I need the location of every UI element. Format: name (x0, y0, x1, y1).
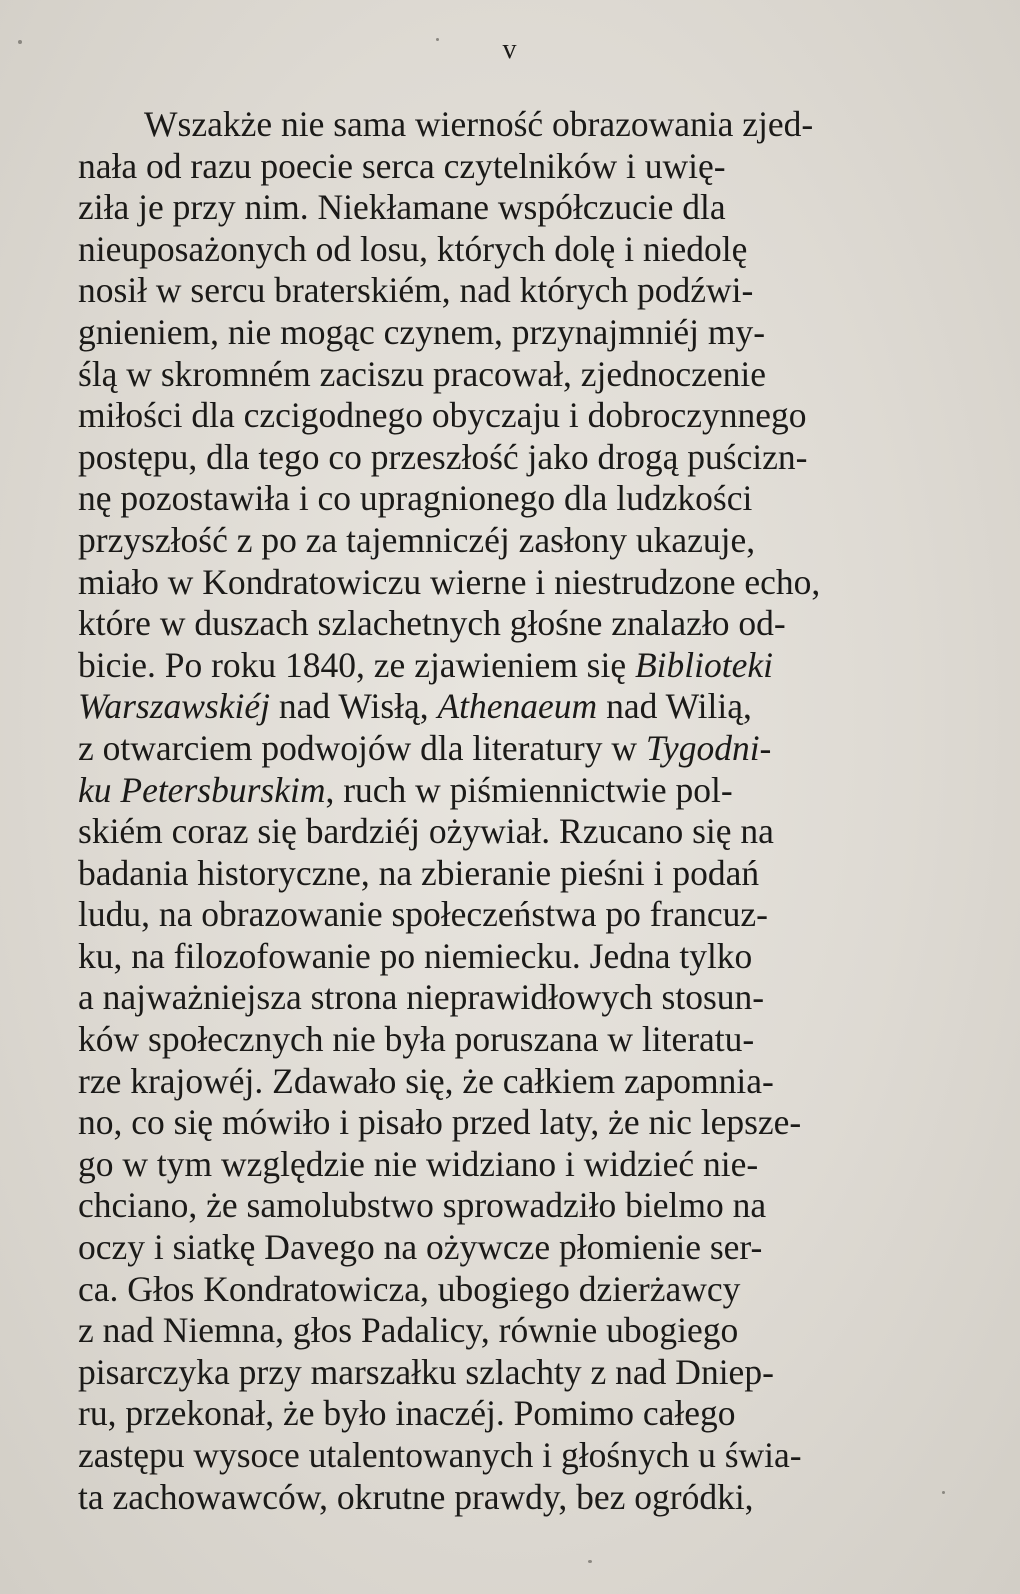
text-line (78, 395, 933, 437)
text-line (78, 1352, 933, 1394)
text-segment: a najważniejsza strona nieprawidłowych stosun- (78, 977, 765, 1018)
body-text (78, 104, 933, 1518)
italic-text-segment: ku Petersburskim (78, 769, 326, 810)
text-segment: z otwarciem podwojów dla literatury w (78, 727, 646, 768)
text-line (78, 853, 933, 895)
text-line (78, 1102, 933, 1144)
italic-text-segment: Biblioteki (635, 644, 774, 685)
text-segment: badania historyczne, na zbieranie pieśni i podań (78, 852, 760, 893)
text-line (78, 478, 933, 520)
text-segment: miłości dla czcigodnego obyczaju i dobroczynnego (78, 395, 807, 436)
text-line (78, 1061, 933, 1103)
text-segment: , ruch w piśmiennictwie pol- (325, 769, 733, 810)
text-line (78, 354, 933, 396)
scan-speck (18, 40, 22, 44)
text-line (78, 1227, 933, 1269)
page-number: v (502, 34, 518, 65)
text-line (78, 437, 933, 479)
text-segment: nosił w sercu braterskiém, nad których podźwi- (78, 270, 754, 311)
text-segment: zastępu wysoce utalentowanych i głośnych u świa- (78, 1435, 802, 1475)
text-segment: ludu, na obrazowanie społeczeństwa po francuz- (78, 894, 768, 935)
text-segment: nad Wisłą, (270, 686, 438, 727)
text-line (78, 686, 933, 728)
text-line (78, 1185, 933, 1227)
text-line (78, 645, 933, 687)
text-segment: ślą w skromném zaciszu pracował, zjednoczenie (78, 353, 767, 394)
text-line (78, 936, 933, 978)
italic-text-segment: Warszawskiéj (78, 686, 270, 727)
text-line (78, 229, 933, 271)
text-segment: przyszłość z po za tajemniczéj zasłony ukazuje, (78, 519, 756, 560)
text-segment: miało w Kondratowiczu wierne i niestrudzone echo, (78, 561, 821, 602)
text-line (78, 1435, 933, 1477)
text-segment: postępu, dla tego co przeszłość jako drogą puścizn- (78, 436, 808, 477)
text-segment: z nad Niemna, głos Padalicy, równie ubogiego (78, 1310, 739, 1351)
text-line (78, 770, 933, 812)
scan-speck (436, 38, 439, 41)
text-segment: rze krajowéj. Zdawało się, że całkiem zapomnia- (78, 1060, 774, 1101)
text-segment: ca. Głos Kondratowicza, ubogiego dzierżawcy (78, 1268, 741, 1309)
text-segment: ta zachowawców, okrutne prawdy, bez ogródki, (78, 1476, 754, 1517)
text-segment: nę pozostawiła i co upragnionego dla ludzkości (78, 478, 753, 519)
text-line (78, 977, 933, 1019)
text-segment: skiém coraz się bardziéj ożywiał. Rzucano się na (78, 811, 774, 852)
text-segment: Wszakże nie sama wierność obrazowania zjed- (144, 104, 814, 144)
text-segment: które w duszach szlachetnych głośne znalazło od- (78, 603, 786, 644)
text-line (78, 894, 933, 936)
text-line (78, 520, 933, 562)
text-segment: nała od razu poecie serca czytelników i uwię- (78, 145, 726, 186)
text-line (78, 1310, 933, 1352)
text-segment: ru, przekonał, że było inaczéj. Pomimo całego (78, 1393, 736, 1434)
text-line (78, 811, 933, 853)
text-segment: chciano, że samolubstwo sprowadziło bielmo na (78, 1185, 767, 1226)
text-line (78, 728, 933, 770)
scan-speck (588, 1560, 592, 1563)
text-segment: ziła je przy nim. Niekłamane współczucie dla (78, 187, 726, 228)
italic-text-segment: Tygodni- (645, 727, 772, 768)
text-line (78, 562, 933, 604)
text-segment: pisarczyka przy marszałku szlachty z nad Dniep- (78, 1351, 774, 1392)
text-segment: nieuposażonych od losu, których dolę i niedolę (78, 228, 748, 269)
text-segment: ków społecznych nie była poruszana w literatu- (78, 1019, 755, 1060)
text-line (78, 1393, 933, 1435)
text-line (78, 187, 933, 229)
text-line (78, 312, 933, 354)
text-segment: oczy i siatkę Davego na ożywcze płomienie ser- (78, 1227, 763, 1268)
italic-text-segment: Athenaeum (437, 686, 598, 727)
text-line (78, 1144, 933, 1186)
text-line (78, 104, 933, 146)
text-segment: ku, na filozofowanie po niemiecku. Jedna tylko (78, 935, 753, 976)
text-segment: go w tym względzie nie widziano i widzieć nie- (78, 1143, 759, 1184)
text-line (78, 1269, 933, 1311)
text-segment: nad Wilią, (597, 686, 752, 727)
text-line (78, 270, 933, 312)
text-line (78, 1019, 933, 1061)
text-segment: gnieniem, nie mogąc czynem, przynajmniéj my- (78, 311, 766, 352)
text-line (78, 146, 933, 188)
scan-speck (942, 1491, 945, 1494)
text-segment: bicie. Po roku 1840, ze zjawieniem się (78, 644, 635, 685)
text-line (78, 1477, 933, 1519)
text-line (78, 603, 933, 645)
text-segment: no, co się mówiło i pisało przed laty, że nic lepsze- (78, 1102, 802, 1143)
